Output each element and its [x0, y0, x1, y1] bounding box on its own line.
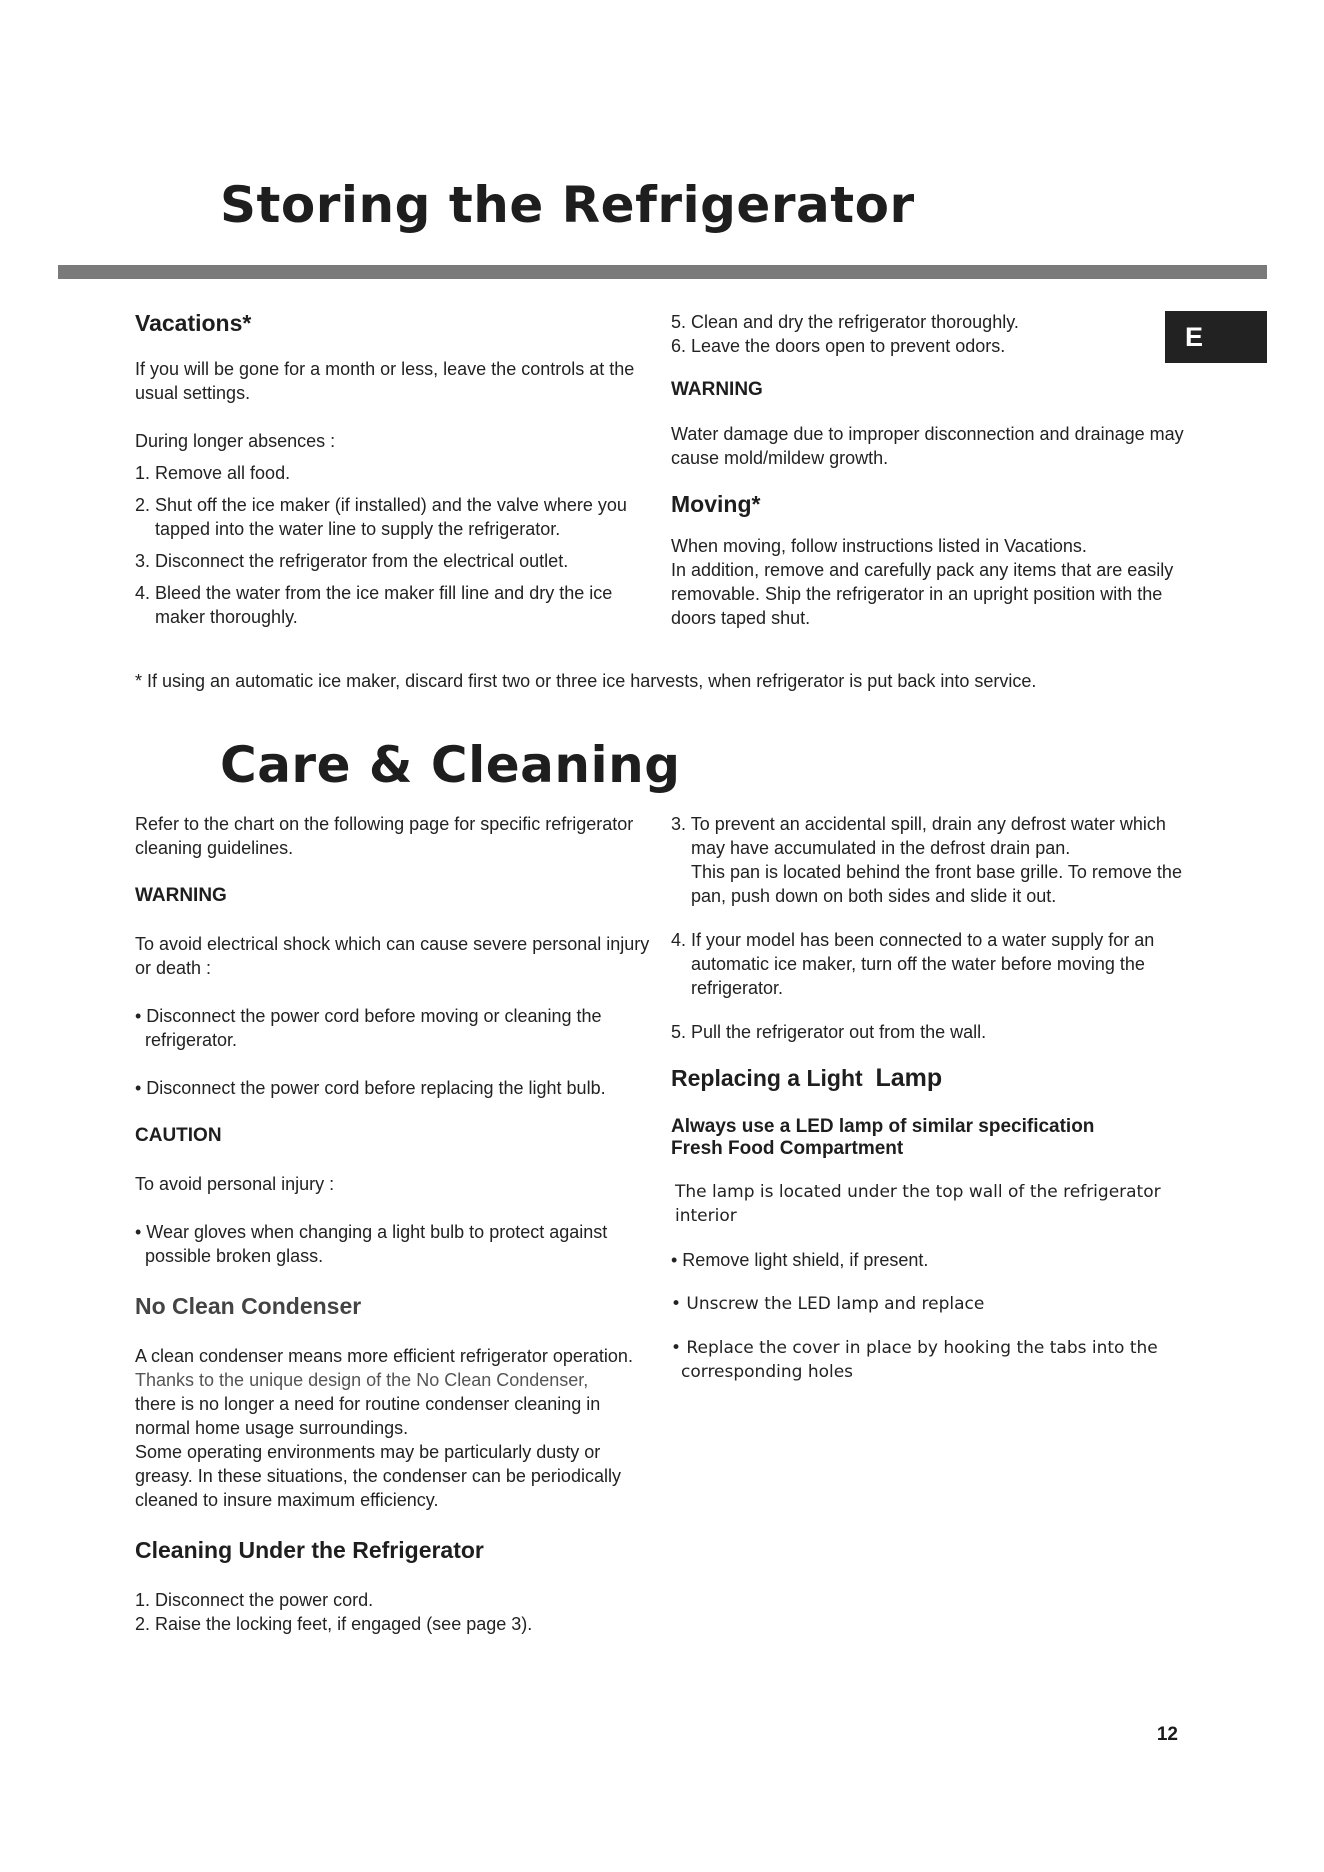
vacations-column — [135, 309, 650, 629]
footnote: * If using an automatic ice maker, discard first two or three ice harvests, when refrigerator is put back into service. — [135, 671, 1037, 691]
moving-text: When moving, follow instructions listed in Vacations. — [671, 536, 1087, 556]
warning-bullet: • Disconnect the power cord before moving or cleaning the refrigerator. — [135, 1006, 602, 1050]
vacations-heading: Vacations* — [135, 310, 252, 336]
caution-text: To avoid personal injury : — [135, 1174, 335, 1194]
language-tab: E — [1165, 311, 1267, 363]
cleaning-under-heading: Cleaning Under the Refrigerator — [135, 1537, 484, 1563]
page-title-care: Care & Cleaning — [220, 736, 681, 794]
warning-label: WARNING — [671, 379, 763, 400]
lamp-location: The lamp is located under the top wall of the refrigerator interior — [675, 1182, 1161, 1226]
replacing-light-heading-b: Lamp — [875, 1064, 943, 1092]
no-clean-text: there is no longer a need for routine condenser cleaning in normal home usage surroundings. — [135, 1394, 601, 1438]
warning-text: Water damage due to improper disconnection and drainage may cause mold/mildew growth. — [671, 424, 1184, 468]
warning-label: WARNING — [135, 885, 227, 906]
moving-column — [671, 310, 1191, 630]
vacations-step: 6. Leave the doors open to prevent odors. — [671, 336, 1006, 356]
lamp-bullet: • Remove light shield, if present. — [671, 1250, 929, 1270]
cleaning-step: 5. Pull the refrigerator out from the wall. — [671, 1022, 987, 1042]
page-title-storing: Storing the Refrigerator — [220, 176, 915, 234]
cleaning-step: 1. Disconnect the power cord. — [135, 1590, 374, 1610]
moving-heading: Moving* — [671, 491, 761, 517]
vacations-longer: During longer absences : — [135, 431, 336, 451]
warning-text: To avoid electrical shock which can cause severe personal injury or death : — [135, 934, 650, 978]
vacations-step: 3. Disconnect the refrigerator from the electrical outlet. — [135, 551, 569, 571]
caution-bullet: • Wear gloves when changing a light bulb to protect against possible broken glass. — [135, 1222, 608, 1266]
vacations-step: 4. Bleed the water from the ice maker fill line and dry the ice maker thoroughly. — [135, 583, 613, 627]
led-note: Always use a LED lamp of similar specification — [671, 1116, 1095, 1137]
section-divider — [58, 265, 1267, 279]
lamp-bullet: • Replace the cover in place by hooking the tabs into the corresponding holes — [671, 1338, 1158, 1382]
care-right-column — [671, 812, 1191, 1384]
cleaning-step-note: This pan is located behind the front base grille. To remove the pan, push down on both sides and slide it out. — [691, 862, 1182, 906]
vacations-intro: If you will be gone for a month or less, leave the controls at the usual settings. — [135, 359, 635, 403]
cleaning-step: 2. Raise the locking feet, if engaged (see page 3). — [135, 1614, 533, 1634]
lamp-bullet: • Unscrew the LED lamp and replace — [671, 1294, 985, 1314]
caution-label: CAUTION — [135, 1125, 222, 1146]
no-clean-text: A clean condenser means more efficient refrigerator operation. — [135, 1346, 633, 1366]
no-clean-text: Thanks to the unique design of the No Clean Condenser, — [135, 1370, 589, 1390]
cleaning-step: 4. If your model has been connected to a water supply for an automatic ice maker, turn off the water before moving the refrigerator. — [671, 930, 1155, 998]
no-clean-heading: No Clean Condenser — [135, 1293, 362, 1319]
vacations-step: 5. Clean and dry the refrigerator thoroughly. — [671, 312, 1019, 332]
compartment-label: Fresh Food Compartment — [671, 1138, 904, 1159]
moving-text: In addition, remove and carefully pack any items that are easily removable. Ship the refrigerator in an upright position with the doors taped shut. — [671, 560, 1174, 628]
care-intro: Refer to the chart on the following page for specific refrigerator cleaning guidelines. — [135, 814, 634, 858]
no-clean-text: Some operating environments may be particularly dusty or greasy. In these situations, the condenser can be periodically cleaned to insure maximum efficiency. — [135, 1442, 621, 1510]
care-left-column — [135, 812, 655, 1636]
replacing-light-heading — [671, 1064, 1191, 1092]
vacations-step: 2. Shut off the ice maker (if installed) and the valve where you tapped into the water line to supply the refrigerator. — [135, 495, 627, 539]
cleaning-step: 3. To prevent an accidental spill, drain any defrost water which may have accumulated in the defrost drain pan. — [671, 814, 1166, 858]
page-number: 12 — [1156, 1724, 1178, 1745]
replacing-light-heading-a: Replacing a Light — [671, 1065, 863, 1091]
warning-bullet: • Disconnect the power cord before replacing the light bulb. — [135, 1078, 606, 1098]
vacations-step: 1. Remove all food. — [135, 463, 291, 483]
